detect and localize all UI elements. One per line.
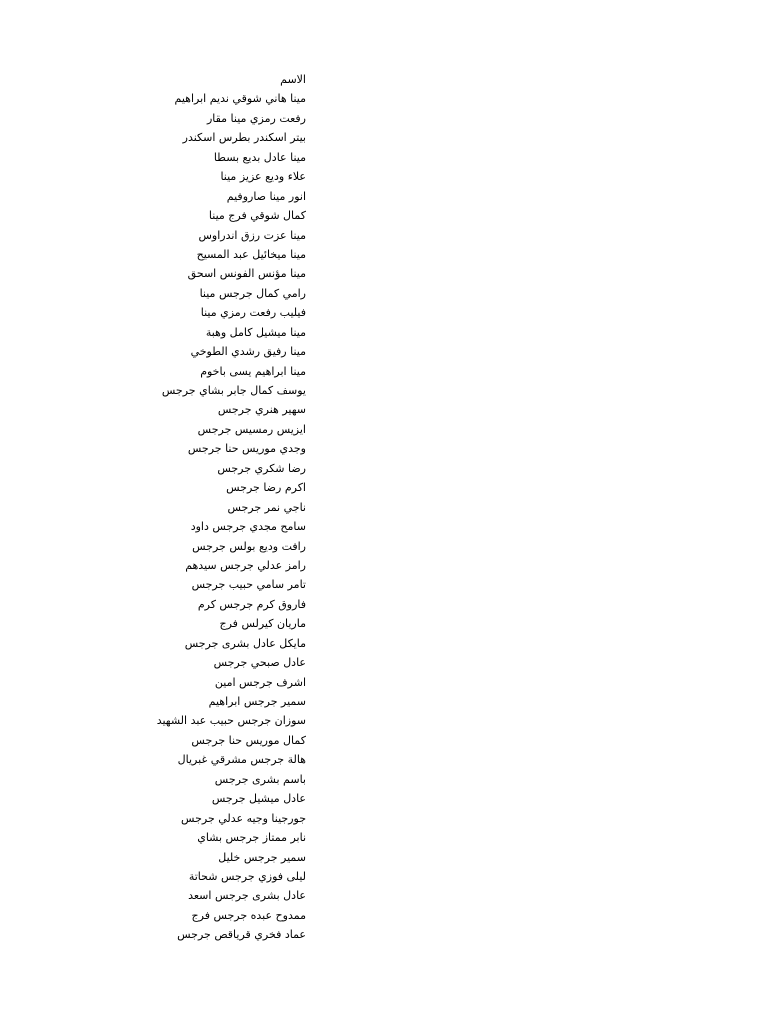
name-row: عماد فخري قرياقص جرجس: [177, 928, 306, 942]
name-row: بيتر اسكندر بطرس اسكندر: [182, 131, 306, 145]
column-header-name: الاسم: [280, 73, 306, 86]
name-row: عادل صبحي جرجس: [213, 656, 306, 670]
name-row: سمير جرجس ابراهيم: [208, 695, 306, 708]
name-row: اشرف جرجس امين: [214, 675, 306, 689]
name-row: رفعت رمزي مينا مقار: [206, 111, 306, 125]
name-row: نابر ممتاز جرجس بشاي: [197, 831, 306, 845]
name-row: باسم بشرى جرجس: [214, 772, 306, 786]
name-row: علاء وديع عزيز مينا: [220, 170, 306, 184]
name-row: مينا رفيق رشدي الطوخي: [190, 345, 306, 359]
name-row: مينا مؤنس الفونس اسحق: [187, 267, 306, 281]
name-row: انور مينا صاروفيم: [226, 189, 306, 203]
name-row: مينا هاني شوقي نديم ابراهيم: [174, 92, 306, 106]
name-row: هالة جرجس مشرقي غبريال: [177, 753, 306, 767]
name-row: ممدوح عبده جرجس فرج: [191, 908, 306, 922]
name-row: سمير جرجس خليل: [218, 850, 306, 864]
name-row: مينا عادل بديع بسطا: [213, 150, 306, 164]
name-row: جورجينا وجيه عدلي جرجس: [181, 811, 306, 825]
name-row: كمال موريس حنا جرجس: [191, 733, 306, 747]
name-row: رافت وديع بولس جرجس: [192, 539, 306, 553]
name-row: فيليب رفعت رمزي مينا: [200, 306, 306, 320]
name-row: اكرم رضا جرجس: [226, 481, 306, 495]
name-row: مينا ابراهيم يسى باخوم: [200, 364, 306, 378]
name-row: يوسف كمال جابر بشاي جرجس: [161, 384, 306, 397]
name-row: ايزيس رمسيس جرجس: [197, 422, 306, 436]
name-row: وجدي موريس حنا جرجس: [187, 442, 306, 456]
name-row: ماريان كيرلس فرج: [219, 617, 306, 631]
name-row: عادل بشرى جرجس اسعد: [188, 889, 306, 903]
names-column: [66, 70, 306, 945]
name-row: فاروق كرم جرجس كرم: [197, 597, 306, 611]
name-row: ليلى فوزي جرجس شحاتة: [188, 869, 306, 883]
name-row: سامح مجدي جرجس داود: [190, 520, 306, 534]
name-row: مينا عزت رزق اندراوس: [198, 228, 306, 242]
name-row: عادل ميشيل جرجس: [211, 792, 306, 806]
name-row: كمال شوقي فرج مينا: [208, 209, 306, 223]
name-row: مينا ميخائيل عبد المسيح: [196, 247, 306, 261]
name-row: مايكل عادل بشرى جرجس: [184, 636, 306, 650]
name-row: رضا شكري جرجس: [217, 461, 306, 475]
name-row: رامي كمال جرجس مينا: [199, 286, 306, 300]
name-row: مينا ميشيل كامل وهبة: [205, 325, 306, 339]
name-row: رامز عدلي جرجس سيدهم: [185, 558, 306, 572]
name-row: سهير هنري جرجس: [217, 403, 306, 417]
name-row: سوزان جرجس حبيب عبد الشهيد: [156, 714, 306, 728]
name-row: تامر سامي حبيب جرجس: [191, 578, 306, 592]
name-row: ناجي نمر جرجس: [227, 500, 306, 514]
